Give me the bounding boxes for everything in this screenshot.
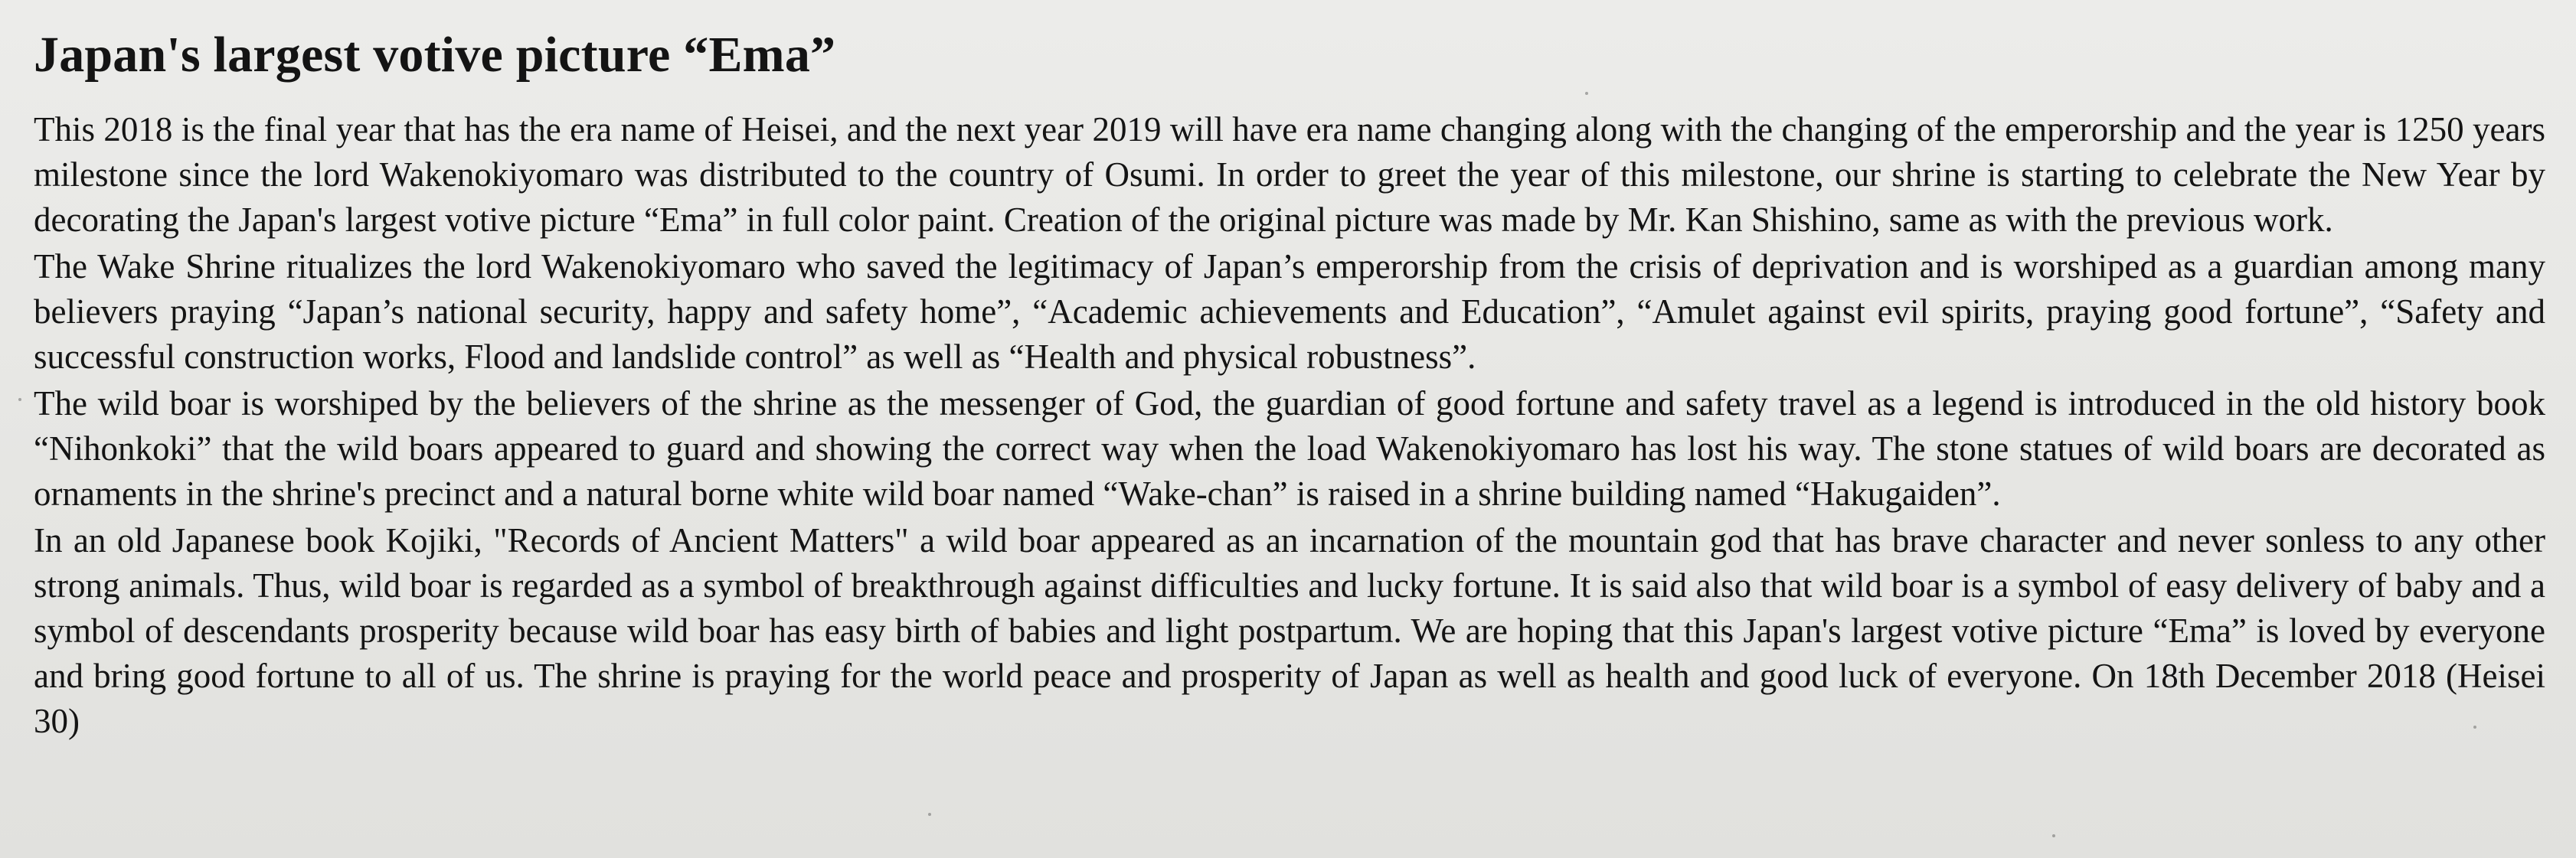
surface-speck bbox=[2473, 726, 2476, 729]
paragraph-wild-boar-messenger: The wild boar is worshiped by the believers of the shrine as the messenger of God, the guardian of good fortune and safety travel as a legend is introduced in the old history book “Nihonkoki” that the wild boars appeared to guard and showing the correct way when the load Wakenokiyomaro has lost his way. The stone statues of wild boars are decorated as ornaments in the shrine's precinct and a natural borne white wild boar named “Wake-chan” is raised in a shrine building named “Hakugaiden”. bbox=[34, 384, 2545, 513]
surface-speck bbox=[18, 398, 21, 401]
surface-speck bbox=[928, 813, 931, 816]
surface-speck bbox=[2052, 834, 2055, 837]
paragraph-kojiki: In an old Japanese book Kojiki, "Records of Ancient Matters" a wild boar appeared as an incarnation of the mountain god that has brave character and never sonless to any other strong animals. Thus, wild boar is regarded as a symbol of breakthrough against difficulties and lucky fortune. It is said also that wild boar is a symbol of easy delivery of baby and a symbol of descendants prosperity because wild boar has easy birth of babies and light postpartum. We are hoping that this Japan's largest votive picture “Ema” is loved by everyone and bring good fortune to all of us. The shrine is praying for the world peace and prosperity of Japan as well as health and good luck of everyone. On 18th December 2018 (Heisei 30) bbox=[34, 521, 2545, 740]
page-title: Japan's largest votive picture “Ema” bbox=[34, 27, 836, 83]
paragraph-wake-shrine: The Wake Shrine ritualizes the lord Wakenokiyomaro who saved the legitimacy of Japan’s emperorship from the crisis of deprivation and is worshiped as a guardian among many believers praying “Japan’s national security, happy and safety home”, “Academic achievements and Education”, “Amulet against evil spirits, praying good fortune”, “Safety and successful construction works, Flood and landslide control” as well as “Health and physical robustness”. bbox=[34, 247, 2545, 376]
surface-speck bbox=[1585, 92, 1588, 95]
paragraph-era-intro: This 2018 is the final year that has the era name of Heisei, and the next year 2019 will have era name changing along with the changing of the emperorship and the year is 1250 years milestone since the lord Wakenokiyomaro was distributed to the country of Osumi. In order to greet the year of this milestone, our shrine is starting to celebrate the New Year by decorating the Japan's largest votive picture “Ema” in full color paint. Creation of the original picture was made by Mr. Kan Shishino, same as with the previous work. bbox=[34, 110, 2545, 239]
